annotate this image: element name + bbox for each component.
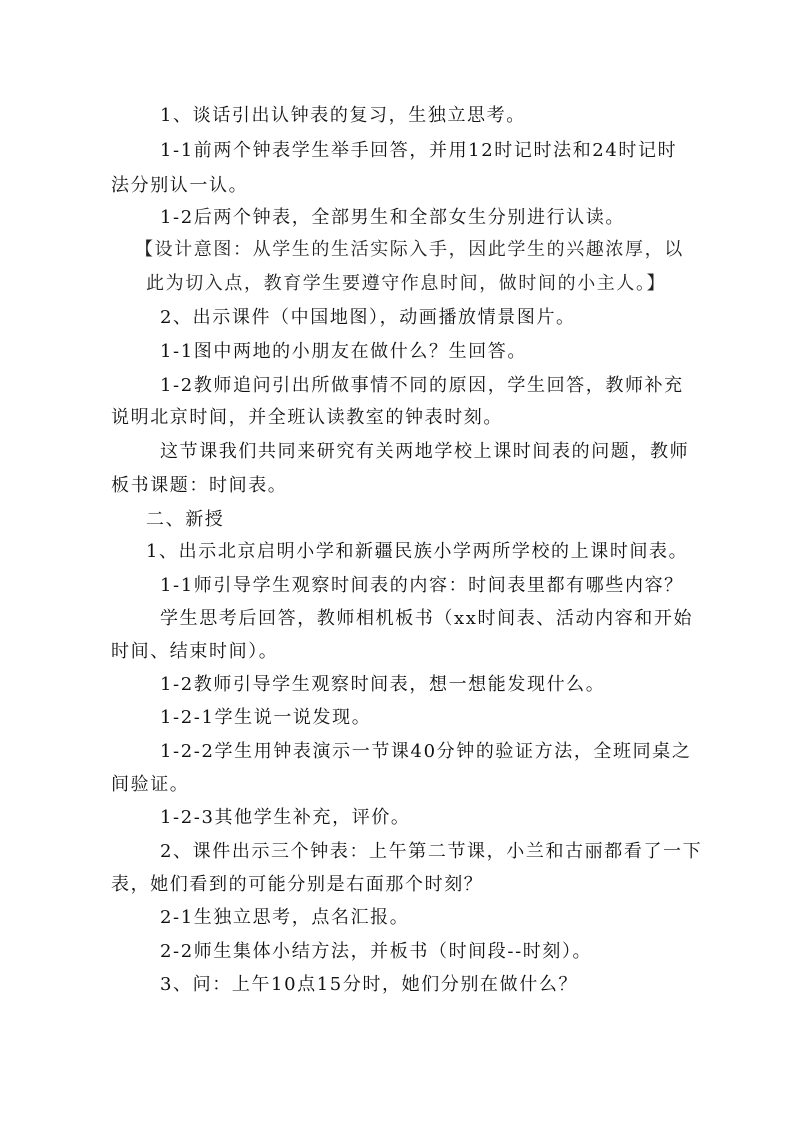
section-heading: 二、新授 — [146, 509, 225, 530]
paragraph-line: 说明北京时间，并全班认读教室的钟表时刻。 — [111, 407, 503, 428]
paragraph-line: 板书课题：时间表。 — [111, 475, 288, 496]
paragraph-line: 1、谈话引出认钟表的复习，生独立思考。 — [160, 105, 526, 126]
paragraph-line: 表，她们看到的可能分别是右面那个时刻？ — [111, 874, 484, 895]
paragraph-line: 间验证。 — [111, 774, 190, 795]
paragraph-line: 1-1图中两地的小朋友在做什么？生回答。 — [160, 341, 527, 362]
paragraph-line: 法分别认一认。 — [111, 175, 249, 196]
paragraph-line: 2、课件出示三个钟表：上午第二节课，小兰和古丽都看了一下 — [160, 841, 703, 862]
paragraph-line: 1-2-2学生用钟表演示一节课40分钟的验证方法，全班同桌之 — [160, 741, 692, 762]
paragraph-line: 1-2-1学生说一说发现。 — [160, 707, 372, 728]
paragraph-line: 2-2师生集体小结方法，并板书（时间段--时刻）。 — [160, 941, 593, 962]
paragraph-line: 2、出示课件（中国地图），动画播放情景图片。 — [160, 307, 576, 328]
paragraph-line: 1-1前两个钟表学生举手回答，并用12时记时法和24时记时 — [160, 140, 678, 161]
paragraph-line: 1-2后两个钟表，全部男生和全部女生分别进行认读。 — [160, 207, 625, 228]
paragraph-line: 1-2教师引导学生观察时间表，想一想能发现什么。 — [160, 674, 606, 695]
design-intent-line: 此为切入点，教育学生要遵守作息时间，做时间的小主人。】 — [146, 273, 667, 294]
design-intent-line: 【设计意图：从学生的生活实际入手，因此学生的兴趣浓厚，以 — [135, 239, 684, 260]
paragraph-line: 1-2-3其他学生补充，评价。 — [160, 807, 411, 828]
paragraph-line: 3、问：上午10点15分时，她们分别在做什么？ — [160, 974, 579, 995]
paragraph-line: 时间、结束时间）。 — [111, 641, 279, 662]
paragraph-line: 1、出示北京启明小学和新疆民族小学两所学校的上课时间表。 — [146, 541, 689, 562]
paragraph-line: 2-1生独立思考，点名汇报。 — [160, 907, 410, 928]
paragraph-line: 这节课我们共同来研究有关两地学校上课时间表的问题，教师 — [160, 441, 690, 462]
paragraph-line: 1-2教师追问引出所做事情不同的原因，学生回答，教师补充 — [160, 375, 684, 396]
paragraph-line: 学生思考后回答，教师相机板书（xx时间表、活动内容和开始 — [160, 608, 694, 629]
paragraph-line: 1-1师引导学生观察时间表的内容：时间表里都有哪些内容？ — [160, 575, 684, 596]
